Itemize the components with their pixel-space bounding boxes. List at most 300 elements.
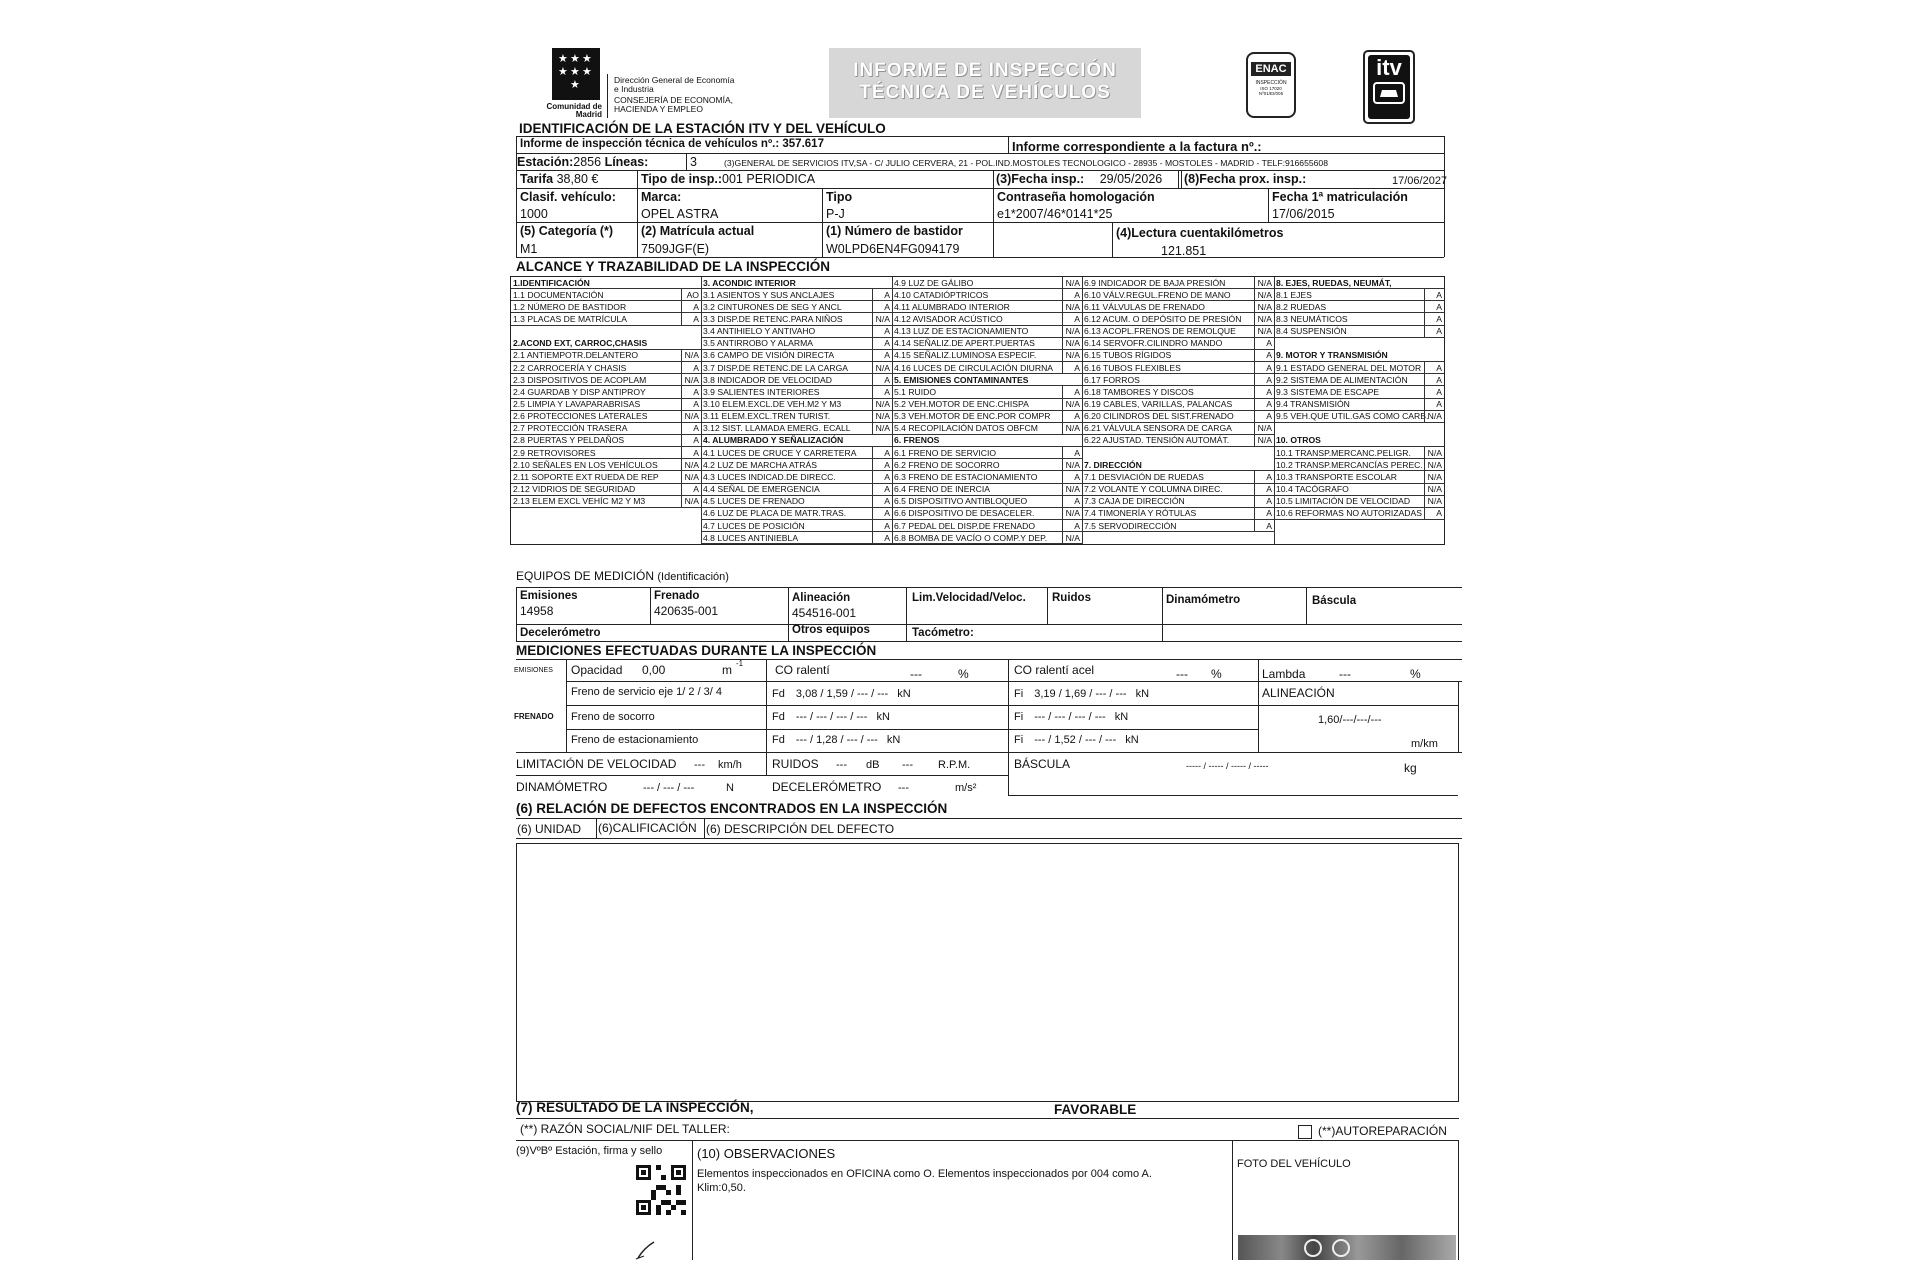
invoice-label: Informe correspondiente a la factura nº.: <box>1012 139 1262 154</box>
dept-line-4: HACIENDA Y EMPLEO <box>614 104 703 114</box>
scope-item-value: N/A <box>875 313 890 324</box>
servicio-fd-value: 3,08 / 1,59 / --- / --- <box>795 688 889 700</box>
scope-item-value: A <box>1074 386 1080 397</box>
scope-item-label: 4.4 SEÑAL DE EMERGENCIA <box>703 484 820 495</box>
autoreparacion-label: (**)AUTOREPARACIÓN <box>1318 1124 1447 1138</box>
scope-item-value: A <box>1266 338 1272 349</box>
opacidad-label: Opacidad <box>571 663 623 677</box>
scope-item-label: 6.18 TAMBORES Y DISCOS <box>1084 386 1194 397</box>
scope-item-label: 3.1 ASIENTOS Y SUS ANCLAJES <box>703 289 835 300</box>
scope-item-label: 8.2 RUEDAS <box>1276 301 1327 312</box>
scope-item-label: 5.1 RUIDO <box>894 386 937 397</box>
scope-item-value: A <box>1074 313 1080 324</box>
scope-item-value: A <box>1266 496 1272 507</box>
scope-item-value: A <box>1436 508 1442 519</box>
alineacion-eq-label: Alineación <box>792 592 851 604</box>
scope-item-value: A <box>693 301 699 312</box>
scope-item-label: 2.13 ELEM EXCL VEHÍC M2 Y M3 <box>513 496 646 507</box>
next-date-value: 17/06/2027 <box>1392 175 1448 187</box>
scope-item-label: 5.3 VEH.MOTOR DE ENC.POR COMPR <box>894 411 1051 422</box>
homolog-label: Contraseña homologación <box>997 190 1155 204</box>
co-ralenti-acel-value: --- <box>1176 667 1188 681</box>
defects-title: (6) RELACIÓN DE DEFECTOS ENCONTRADOS EN LA INSPECCIÓN <box>516 801 948 816</box>
dinamometro-unit: N <box>726 782 734 794</box>
freno-socorro-label: Freno de socorro <box>571 711 655 723</box>
scope-item-label: 4.15 SEÑALIZ.LUMINOSA ESPECIF. <box>894 350 1037 361</box>
estac-fi-value: --- / 1,52 / --- / --- <box>1034 734 1117 746</box>
scope-group-header: 1.IDENTIFICACIÓN <box>513 277 590 288</box>
scope-item-value: A <box>1266 374 1272 385</box>
lambda-unit: % <box>1410 667 1421 681</box>
scope-item-value: A <box>1074 411 1080 422</box>
scope-group-header: 7. DIRECCIÓN <box>1084 459 1142 470</box>
scope-item-label: 7.1 DESVIACIÓN DE RUEDAS <box>1084 471 1204 482</box>
category-label: (5) Categoría (*) <box>520 224 614 238</box>
scope-item-value: N/A <box>1257 435 1272 446</box>
svg-text:★: ★ <box>570 52 580 65</box>
opacidad-value: 0,00 <box>642 663 666 677</box>
scope-item-value: A <box>1436 374 1442 385</box>
servicio-fd-label: Fd <box>772 688 785 700</box>
scope-item-label: 2.3 DISPOSITIVOS DE ACOPLAM <box>513 374 647 385</box>
scope-item-value: A <box>693 484 699 495</box>
scope-item-label: 6.8 BOMBA DE VACÍO O COMP.Y DEP. <box>894 532 1048 543</box>
frenado-eq-value: 420635-001 <box>654 604 719 618</box>
scope-item-label: 4.5 LUCES DE FRENADO <box>703 496 805 507</box>
alineacion-eq-value: 454516-001 <box>792 606 857 620</box>
plate-label: (2) Matrícula actual <box>641 224 755 238</box>
tacometro-eq-label: Tacómetro: <box>912 627 974 639</box>
scope-item-value: A <box>1266 471 1272 482</box>
result-value: FAVORABLE <box>1054 1102 1137 1117</box>
scope-item-value: A <box>884 496 890 507</box>
scope-item-value: N/A <box>684 350 699 361</box>
class-value: 1000 <box>520 207 548 221</box>
dinamometro-value: --- / --- / --- <box>643 782 695 794</box>
visto-bueno-label: (9)VºBº Estación, firma y sello <box>516 1145 663 1157</box>
scope-item-label: 3.5 ANTIRROBO Y ALARMA <box>703 338 814 349</box>
rpm-value: --- <box>902 759 913 771</box>
lambda-label: Lambda <box>1262 667 1306 681</box>
lambda-value: --- <box>1339 667 1351 681</box>
servicio-fi-unit: kN <box>1135 688 1150 700</box>
scope-item-value: A <box>884 508 890 519</box>
freno-estac-label: Freno de estacionamiento <box>571 734 699 746</box>
scope-item-value: A <box>1266 520 1272 531</box>
scope-item-label: 3.2 CINTURONES DE SEG Y ANCL <box>703 301 842 312</box>
scope-item-label: 4.12 AVISADOR ACÚSTICO <box>894 313 1003 324</box>
ruidos-label: RUIDOS <box>772 757 819 771</box>
scope-item-label: 9.2 SISTEMA DE ALIMENTACIÓN <box>1276 374 1408 385</box>
scope-section-title: ALCANCE Y TRAZABILIDAD DE LA INSPECCIÓN <box>516 259 831 274</box>
scope-item-value: A <box>884 350 890 361</box>
scope-group-header: 4. ALUMBRADO Y SEÑALIZACIÓN <box>703 435 844 446</box>
dept-line-1: Dirección General de Economía <box>614 75 735 85</box>
autoreparacion-checkbox[interactable] <box>1298 1125 1312 1139</box>
madrid-logo <box>552 48 600 100</box>
scope-item-label: 2.11 SOPORTE EXT RUEDA DE REP <box>513 471 659 482</box>
scope-item-label: 7.5 SERVODIRECCIÓN <box>1084 520 1177 531</box>
svg-text:★: ★ <box>570 65 580 78</box>
socorro-fd-label: Fd <box>772 711 785 723</box>
svg-text:★: ★ <box>570 78 580 91</box>
insp-date-value: 29/05/2026 <box>1099 172 1163 186</box>
scope-item-label: 1.1 DOCUMENTACIÓN <box>513 289 604 300</box>
scope-column <box>892 277 1082 544</box>
opacidad-unit: m <box>722 663 732 677</box>
svg-text:★: ★ <box>582 52 592 65</box>
first-reg-label: Fecha 1ª matriculación <box>1272 190 1408 204</box>
dinamometro-eq-label: Dinamómetro <box>1166 594 1241 606</box>
dept-line-3: CONSEJERÍA DE ECONOMÍA, <box>614 95 734 105</box>
scope-item-label: 6.6 DISPOSITIVO DE DESACELER. <box>894 508 1035 519</box>
scope-item-value: N/A <box>684 496 699 507</box>
opacidad-exp: -1 <box>736 659 744 668</box>
scope-item-value: N/A <box>1065 399 1080 409</box>
taller-label: (**) RAZÓN SOCIAL/NIF DEL TALLER: <box>520 1122 730 1136</box>
scope-item-value: A <box>884 459 890 470</box>
itv-logo: itv <box>1363 50 1415 124</box>
scope-item-value: N/A <box>1065 301 1080 312</box>
estac-fd-unit: kN <box>886 734 901 746</box>
scope-item-label: 4.13 LUZ DE ESTACIONAMIENTO <box>894 326 1029 337</box>
banner-line-2: TÉCNICA DE VEHÍCULOS <box>859 82 1111 103</box>
scope-column <box>511 277 701 544</box>
scope-item-label: 7.3 CAJA DE DIRECCIÓN <box>1084 496 1185 507</box>
brand-label: Marca: <box>641 190 682 204</box>
scope-group-header: 2.ACOND EXT, CARROC,CHASIS <box>513 338 648 349</box>
scope-item-label: 8.3 NEUMÁTICOS <box>1276 313 1348 324</box>
type-label: Tipo <box>826 190 853 204</box>
scope-item-label: 8.4 SUSPENSIÓN <box>1276 326 1347 337</box>
scope-item-label: 5.2 VEH.MOTOR DE ENC.CHISPA <box>894 399 1029 409</box>
enac-logo: ENAC INSPECCIÓN ISO 17020 Nº01/EI/005 <box>1246 52 1296 118</box>
report-no: 357.617 <box>782 138 824 150</box>
org-name: Comunidad de Madrid <box>546 102 602 119</box>
scope-item-value: A <box>1266 508 1272 519</box>
scope-item-label: 10.5 LIMITACIÓN DE VELOCIDAD <box>1276 496 1411 507</box>
scope-item-value: N/A <box>1427 411 1442 422</box>
scope-item-label: 2.7 PROTECCIÓN TRASERA <box>513 423 628 434</box>
report-banner <box>829 48 1141 118</box>
col-unidad: (6) UNIDAD <box>517 822 582 836</box>
svg-text:★: ★ <box>582 65 592 78</box>
scope-item-value: N/A <box>1257 301 1272 312</box>
observaciones-text: Elementos inspeccionados en OFICINA como O. Elementos inspeccionados por 004 como A. <box>697 1168 1152 1180</box>
scope-item-value: A <box>1074 289 1080 300</box>
scope-item-label: 6.14 SERVOFR.CILINDRO MANDO <box>1084 338 1223 349</box>
plate-value: 7509JGF(E) <box>641 242 710 256</box>
brand-value: OPEL ASTRA <box>641 207 719 221</box>
scope-item-value: N/A <box>1257 326 1272 337</box>
scope-item-value: N/A <box>875 399 890 409</box>
scope-item-label: 9.5 VEH.QUE UTIL.GAS COMO CARB. <box>1276 411 1429 422</box>
homolog-value: e1*2007/46*0141*25 <box>997 207 1113 221</box>
scope-item-value: N/A <box>1427 484 1442 495</box>
scope-item-label: 2.5 LIMPIA Y LAVAPARABRISAS <box>513 399 641 409</box>
scope-item-label: 10.3 TRANSPORTE ESCOLAR <box>1276 471 1397 482</box>
scope-item-label: 3.7 DISP.DE RETENC.DE LA CARGA <box>703 362 849 373</box>
scope-item-label: 3.9 SALIENTES INTERIORES <box>703 386 820 397</box>
scope-item-value: N/A <box>875 423 890 434</box>
scope-item-value: A <box>1266 399 1272 409</box>
servicio-fi-label: Fi <box>1014 688 1024 700</box>
scope-item-label: 10.4 TACÓGRAFO <box>1276 484 1349 495</box>
insp-date-label: (3)Fecha insp.: <box>996 172 1085 186</box>
scope-item-value: N/A <box>875 411 890 422</box>
scope-item-label: 2.2 CARROCERÍA Y CHASIS <box>513 362 627 373</box>
scope-item-label: 2.8 PUERTAS Y PELDAÑOS <box>513 435 625 446</box>
equipment-title-suffix: (Identificación) <box>657 571 729 583</box>
scope-item-label: 4.2 LUZ DE MARCHA ATRÁS <box>703 459 817 470</box>
socorro-fi-value: --- / --- / --- / --- <box>1034 711 1106 723</box>
observaciones-title: (10) OBSERVACIONES <box>697 1146 836 1161</box>
scope-item-value: A <box>884 301 890 312</box>
scope-item-label: 4.7 LUCES DE POSICIÓN <box>703 520 805 531</box>
scope-item-label: 6.20 CILINDROS DEL SIST.FRENADO <box>1084 411 1234 422</box>
scope-item-label: 2.6 PROTECCIONES LATERALES <box>513 411 648 422</box>
scope-item-value: N/A <box>1065 459 1080 470</box>
socorro-fi-unit: kN <box>1114 711 1129 723</box>
vin-value: W0LPD6EN4FG094179 <box>826 242 960 256</box>
insp-type-label: Tipo de insp.: <box>641 172 723 186</box>
scope-item-value: N/A <box>1257 313 1272 324</box>
scope-item-value: A <box>884 326 890 337</box>
bascula-label: BÁSCULA <box>1014 757 1071 771</box>
co-ralenti-acel-label: CO ralentí acel <box>1014 663 1095 677</box>
scope-item-value: A <box>693 447 699 458</box>
scope-item-label: 6.21 VÁLVULA SENSORA DE CARGA <box>1084 423 1232 434</box>
servicio-fi-value: 3,19 / 1,69 / --- / --- <box>1034 688 1127 700</box>
scope-grid <box>510 276 1445 545</box>
estac-fi-label: Fi <box>1014 734 1024 746</box>
limvel-label: LIMITACIÓN DE VELOCIDAD <box>516 757 677 771</box>
decel-label: DECELERÓMETRO <box>772 780 882 794</box>
scope-item-value: N/A <box>1065 508 1080 519</box>
scope-item-value: A <box>884 374 890 385</box>
scope-item-value: A <box>1436 362 1442 373</box>
ruidos-unit: dB <box>866 759 880 771</box>
scope-item-label: 6.2 FRENO DE SOCORRO <box>894 459 1000 470</box>
scope-item-label: 5.4 RECOPILACIÓN DATOS OBFCM <box>894 423 1038 434</box>
co-ralenti-acel-unit: % <box>1211 667 1222 681</box>
scope-group-header: 10. OTROS <box>1276 435 1321 446</box>
emisiones-tag: EMISIONES <box>514 667 553 674</box>
scope-item-value: A <box>693 386 699 397</box>
scope-item-label: 6.11 VÁLVULAS DE FRENADO <box>1084 301 1205 312</box>
scope-item-value: N/A <box>684 459 699 470</box>
scope-item-value: A <box>1074 362 1080 373</box>
limvel-unit: km/h <box>718 759 742 771</box>
result-title: (7) RESULTADO DE LA INSPECCIÓN, <box>516 1100 754 1115</box>
scope-item-label: 6.5 DISPOSITIVO ANTIBLOQUEO <box>894 496 1028 507</box>
scope-item-label: 9.1 ESTADO GENERAL DEL MOTOR <box>1276 362 1422 373</box>
scope-item-value: A <box>693 362 699 373</box>
otros-eq-label: Otros equipos <box>792 624 870 636</box>
scope-item-label: 10.6 REFORMAS NO AUTORIZADAS <box>1276 508 1422 519</box>
ruidos-value: --- <box>836 759 847 771</box>
scope-item-label: 3.12 SIST. LLAMADA EMERG. ECALL <box>703 423 851 434</box>
odo-value: 121.851 <box>1161 244 1207 258</box>
scope-item-label: 4.6 LUZ DE PLACA DE MATR.TRAS. <box>703 508 847 519</box>
scope-item-label: 10.1 TRANSP.MERCANC.PELIGR. <box>1276 447 1411 458</box>
scope-item-label: 1.2 NÚMERO DE BASTIDOR <box>513 301 627 312</box>
scope-item-value: N/A <box>684 374 699 385</box>
scope-item-label: 6.7 PEDAL DEL DISP.DE FRENADO <box>894 520 1036 531</box>
alineacion-value: 1,60/---/---/--- <box>1318 714 1382 726</box>
scope-item-value: N/A <box>1257 277 1272 288</box>
scope-column <box>1274 277 1444 544</box>
scope-item-label: 6.15 TUBOS RÍGIDOS <box>1084 350 1172 361</box>
scope-item-value: N/A <box>1065 532 1080 543</box>
scope-item-value: A <box>1436 326 1442 337</box>
scope-item-value: N/A <box>1257 423 1272 434</box>
scope-group-header: 9. MOTOR Y TRANSMISIÓN <box>1276 350 1388 361</box>
tarifa-label: Tarifa <box>520 172 554 186</box>
scope-item-value: N/A <box>1427 471 1442 482</box>
socorro-fd-unit: kN <box>876 711 890 723</box>
scope-item-value: A <box>1266 350 1272 361</box>
col-descripcion: (6) DESCRIPCIÓN DEL DEFECTO <box>706 822 895 836</box>
scope-item-label: 7.2 VOLANTE Y COLUMNA DIREC. <box>1084 484 1223 495</box>
scope-item-value: A <box>1266 362 1272 373</box>
scope-item-value: N/A <box>684 411 699 422</box>
scope-item-value: N/A <box>1065 338 1080 349</box>
decel-unit: m/s² <box>955 782 977 794</box>
vin-label: (1) Número de bastidor <box>826 224 963 238</box>
scope-item-value: N/A <box>1427 459 1442 470</box>
scope-item-label: 4.11 ALUMBRADO INTERIOR <box>894 301 1010 312</box>
socorro-fd-value: --- / --- / --- / --- <box>795 711 868 723</box>
banner-line-1: INFORME DE INSPECCIÓN <box>853 60 1117 81</box>
scope-item-value: A <box>1266 386 1272 397</box>
scope-item-value: A <box>884 386 890 397</box>
station-address: (3)GENERAL DE SERVICIOS ITV,SA - C/ JULIO CERVERA, 21 - POL.IND.MOSTOLES TECNOLOGICO - 28935 - MOSTOLES - MADRID - TELF:916655608 <box>724 158 1328 168</box>
scope-item-label: 6.22 AJUSTAD. TENSIÓN AUTOMÁT. <box>1084 435 1230 446</box>
measurements-title: MEDICIONES EFECTUADAS DURANTE LA INSPECCIÓN <box>516 643 877 658</box>
scope-item-label: 6.1 FRENO DE SERVICIO <box>894 447 997 458</box>
scope-item-label: 4.10 CATADIÓPTRICOS <box>894 289 989 300</box>
next-date-label: (8)Fecha prox. insp.: <box>1184 172 1307 186</box>
svg-text:★: ★ <box>558 65 568 78</box>
scope-item-value: A <box>1074 447 1080 458</box>
scope-item-label: 6.17 FORROS <box>1084 374 1140 385</box>
scope-item-label: 4.16 LUCES DE CIRCULACIÓN DIURNA <box>894 362 1054 373</box>
scope-item-label: 3.11 ELEM.EXCL.TREN TURIST. <box>703 411 831 422</box>
scope-item-label: 3.3 DISP.DE RETENC.PARA NIÑOS <box>703 313 843 324</box>
scope-item-label: 9.4 TRANSMISIÓN <box>1276 399 1350 409</box>
scope-item-label: 6.16 TUBOS FLEXIBLES <box>1084 362 1181 373</box>
scope-item-value: A <box>1074 471 1080 482</box>
scope-item-label: 2.12 VIDRIOS DE SEGURIDAD <box>513 484 636 495</box>
scope-item-label: 4.9 LUZ DE GÁLIBO <box>894 277 974 288</box>
rpm-unit: R.P.M. <box>938 759 971 771</box>
decel-value: --- <box>898 782 909 794</box>
scope-item-value: A <box>884 532 890 543</box>
scope-item-value: A <box>1074 520 1080 531</box>
scope-item-value: A <box>1436 386 1442 397</box>
scope-item-value: N/A <box>1065 423 1080 434</box>
qr-code <box>636 1164 686 1216</box>
scope-item-label: 6.9 INDICADOR DE BAJA PRESIÓN <box>1084 277 1226 288</box>
category-value: M1 <box>520 242 538 256</box>
scope-item-value: A <box>884 338 890 349</box>
scope-item-label: 10.2 TRANSP.MERCANCÍAS PEREC. <box>1276 459 1423 470</box>
scope-item-value: N/A <box>1065 484 1080 495</box>
scope-item-label: 2.10 SEÑALES EN LOS VEHÍCULOS <box>513 459 658 470</box>
servicio-fd-unit: kN <box>897 688 911 700</box>
dinamometro-label: DINAMÓMETRO <box>516 780 608 794</box>
scope-item-value: A <box>884 447 890 458</box>
scope-item-value: A <box>1074 496 1080 507</box>
scope-item-label: 4.14 SEÑALIZ.DE APERT.PUERTAS <box>894 338 1035 349</box>
scope-item-value: A <box>1436 313 1442 324</box>
emisiones-label: Emisiones <box>520 590 578 602</box>
first-reg-value: 17/06/2015 <box>1272 207 1335 221</box>
scope-item-label: 2.4 GUARDAB Y DISP ANTIPROY <box>513 386 646 397</box>
scope-item-label: 6.3 FRENO DE ESTACIONAMIENTO <box>894 471 1038 482</box>
limvel-eq-label: Lim.Velocidad/Veloc. <box>912 592 1026 604</box>
scope-item-value: A <box>693 313 699 324</box>
scope-item-value: A <box>693 435 699 446</box>
scope-item-label: 6.13 ACOPL.FRENOS DE REMOLQUE <box>1084 326 1236 337</box>
scope-item-value: A <box>884 520 890 531</box>
report-no-label: Informe de inspección técnica de vehículos nº.: <box>520 138 780 150</box>
scope-item-label: 6.10 VÁLV.REGUL.FRENO DE MANO <box>1084 289 1231 300</box>
scope-item-value: N/A <box>1065 350 1080 361</box>
scope-item-value: A <box>1436 399 1442 409</box>
scope-item-label: 7.4 TIMONERÍA Y RÓTULAS <box>1084 508 1197 519</box>
scope-item-label: 4.8 LUCES ANTINIEBLA <box>703 532 799 543</box>
freno-servicio-label: Freno de servicio eje 1/ 2 / 3/ 4 <box>571 686 723 698</box>
scope-item-label: 9.3 SISTEMA DE ESCAPE <box>1276 386 1380 397</box>
dept-line-2: e Industria <box>614 84 654 94</box>
scope-item-value: A <box>884 484 890 495</box>
scope-item-value: N/A <box>684 471 699 482</box>
lines-value: 3 <box>690 155 697 169</box>
decelerometro-eq-label: Decelerómetro <box>520 627 601 639</box>
defects-box <box>516 843 1459 1102</box>
frenado-eq-label: Frenado <box>654 590 700 602</box>
bascula-unit: kg <box>1404 761 1417 775</box>
scope-item-value: A <box>1436 289 1442 300</box>
col-calificacion: (6)CALIFICACIÓN <box>598 821 697 835</box>
scope-item-value: A <box>884 471 890 482</box>
co-ralenti-unit: % <box>958 667 969 681</box>
scope-item-label: 1.3 PLACAS DE MATRÍCULA <box>513 313 627 324</box>
odo-label: (4)Lectura cuentakilómetros <box>1116 226 1284 240</box>
scope-item-label: 4.3 LUCES INDICAD.DE DIRECC. <box>703 471 836 482</box>
lines-label: Líneas: <box>604 155 649 169</box>
class-label: Clasif. vehículo: <box>520 190 616 204</box>
estac-fd-label: Fd <box>772 734 785 746</box>
co-ralenti-label: CO ralentí <box>775 663 830 677</box>
scope-item-label: 3.6 CAMPO DE VISIÓN DIRECTA <box>703 350 835 361</box>
signature-mark <box>634 1240 658 1265</box>
socorro-fi-label: Fi <box>1014 711 1024 723</box>
scope-item-value: A <box>1266 411 1272 422</box>
scope-item-label: 4.1 LUCES DE CRUCE Y CARRETERA <box>703 447 857 458</box>
bascula-value: ----- / ----- / ----- / ----- <box>1186 761 1269 771</box>
type-value: P-J <box>826 207 845 221</box>
scope-item-value: AO <box>686 289 699 300</box>
scope-group-header: 6. FRENOS <box>894 435 940 446</box>
scope-item-label: 8.1 EJES <box>1276 289 1312 300</box>
scope-item-label: 2.9 RETROVISORES <box>513 447 596 458</box>
scope-item-value: N/A <box>1257 289 1272 300</box>
frenado-tag: FRENADO <box>514 712 554 721</box>
stars-icon <box>552 48 600 91</box>
